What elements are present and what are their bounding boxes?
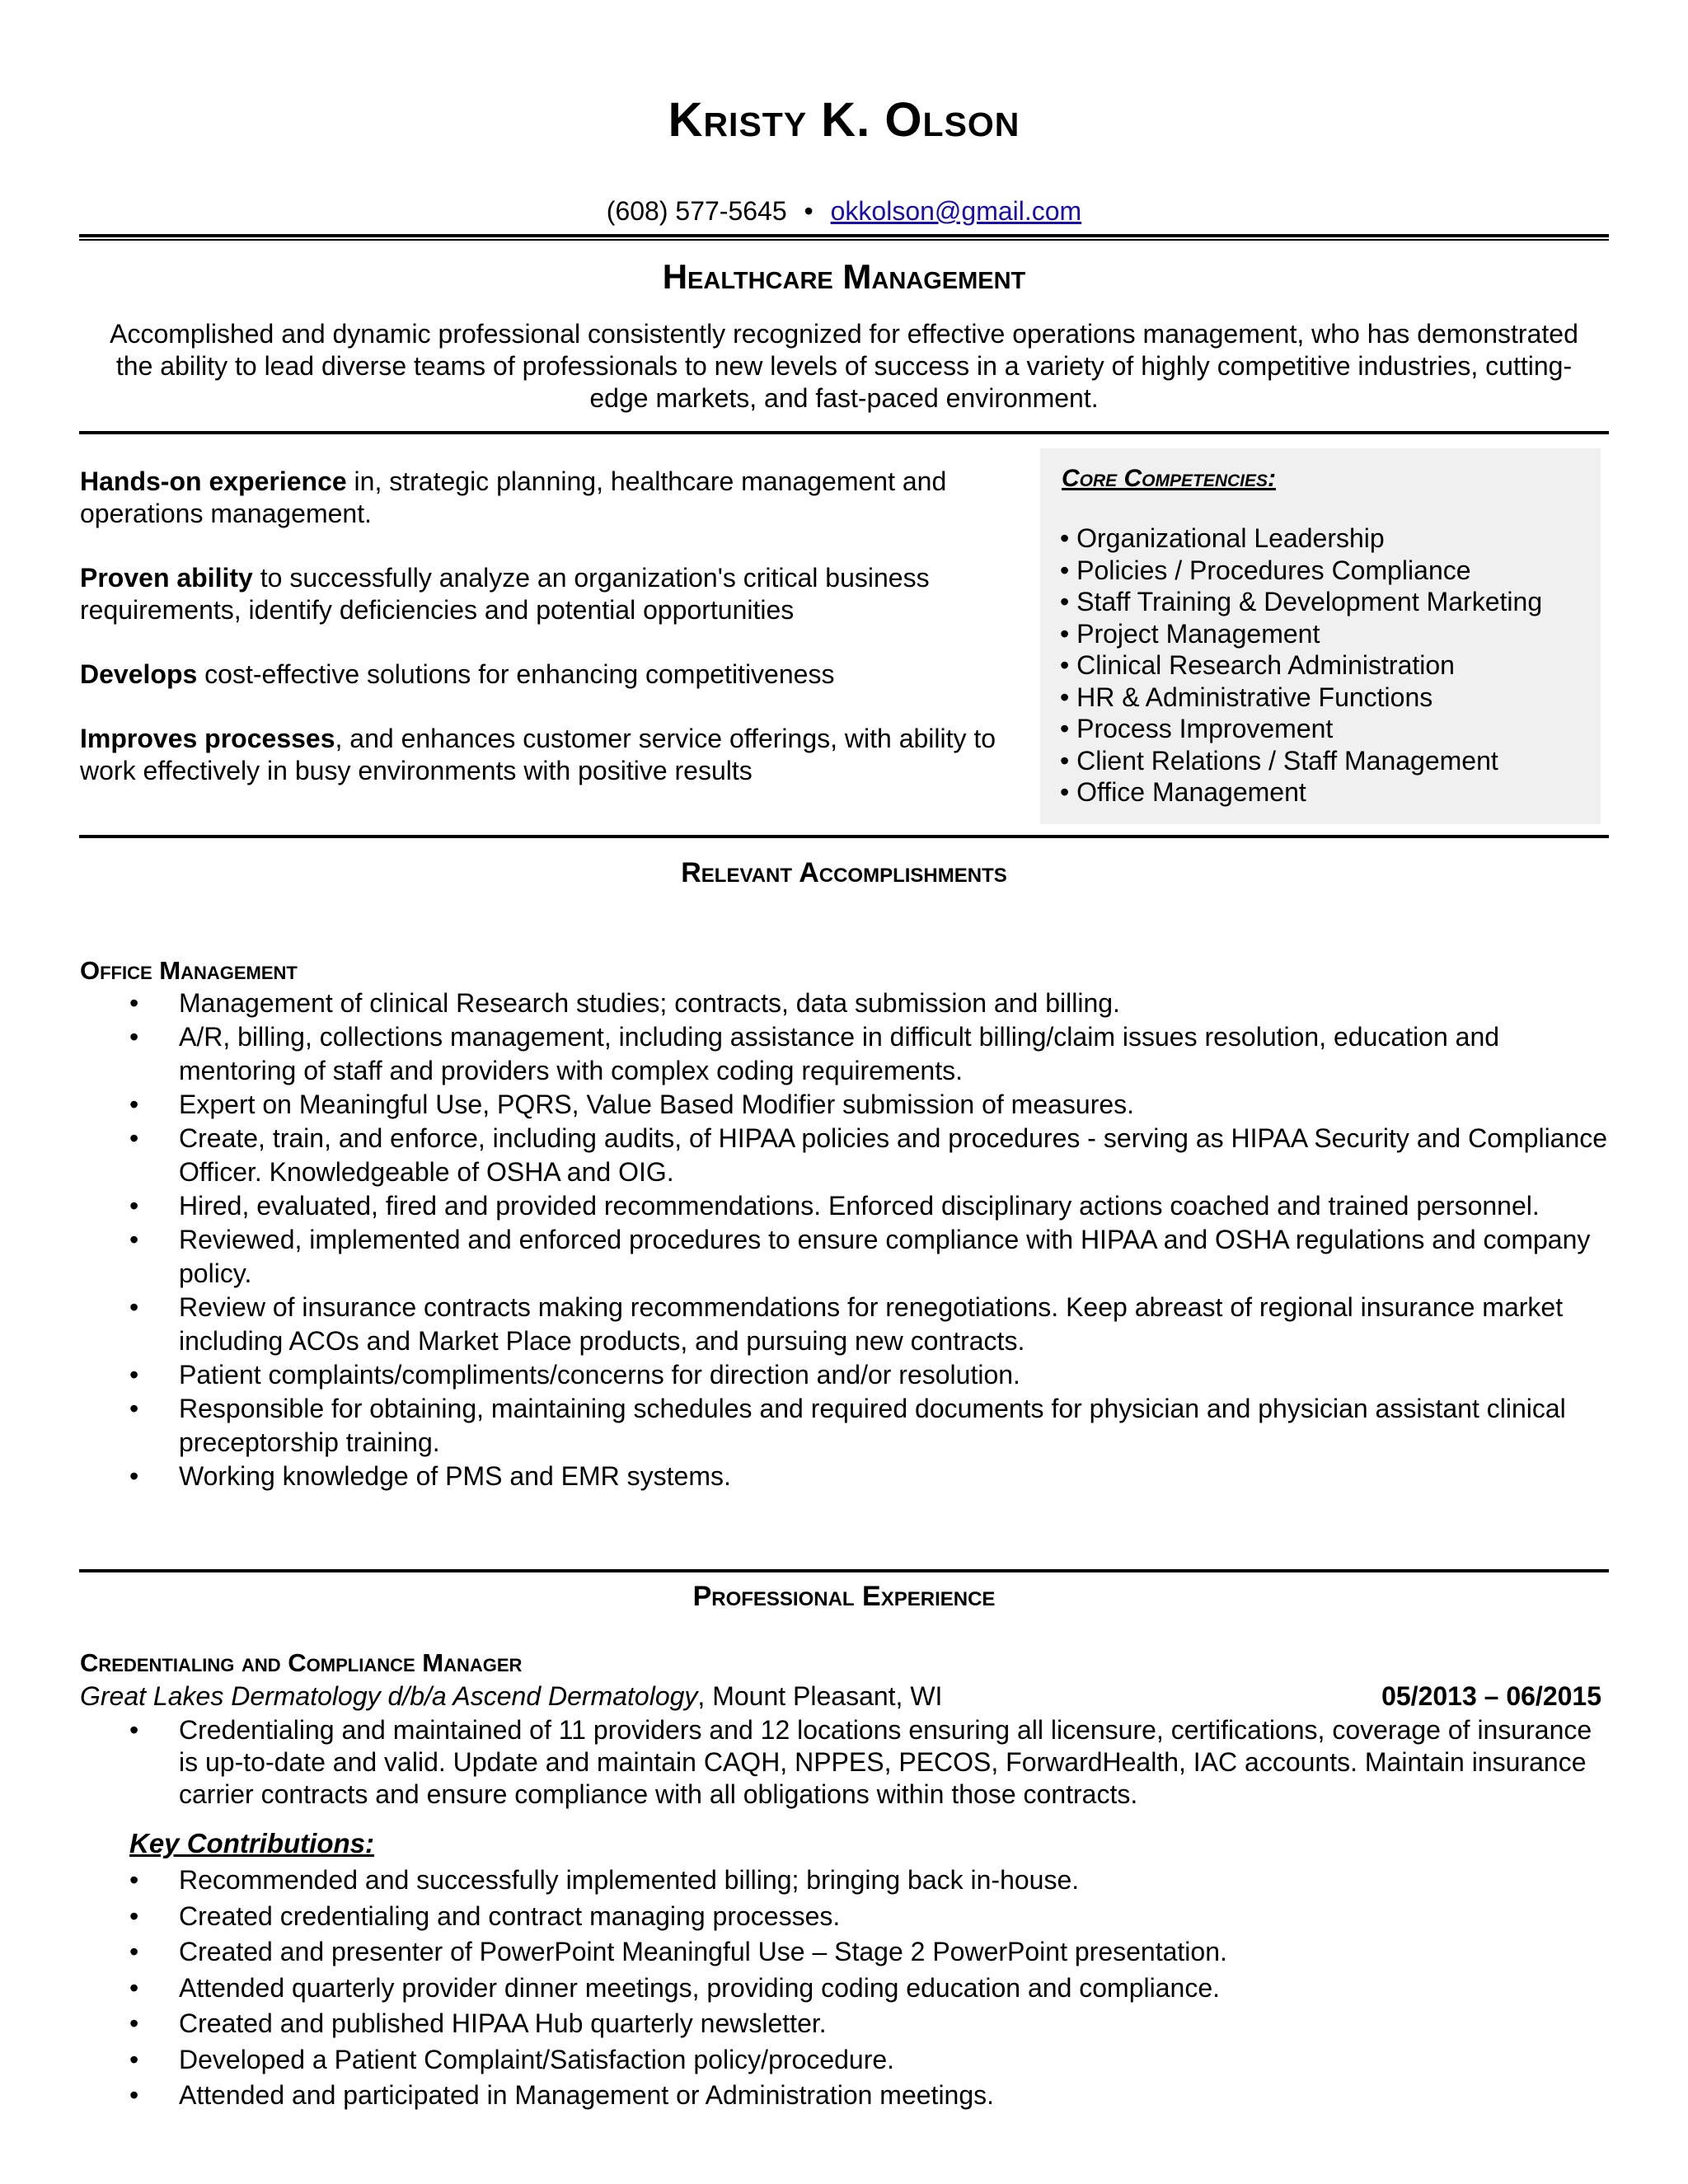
highlight-item: Develops cost-effective solutions for enhancing competitiveness [80,659,835,689]
highlight-item: Improves processes, and enhances customer service offerings, with ability to work effectively in busy environments with positive results [80,724,996,785]
profile-summary: Accomplished and dynamic professional consistently recognized for effective operations management, who has demonstrated the ability to lead diverse teams of professionals to new levels of success in a variety of highly competitive industries, cutting-edge markets, and fast-paced environment. [110,319,1578,413]
competency-item: • Client Relations / Staff Management [1060,745,1542,777]
list-item: • Attended quarterly provider dinner meetings, providing coding education and compliance. [80,1971,1613,2007]
job-dates: 05/2013 – 06/2015 [1381,1681,1601,1711]
experience-heading: Professional Experience [692,1581,996,1612]
job-duties-list [80,1714,1613,1811]
list-item: • Patient complaints/compliments/concerns for direction and/or resolution. [80,1358,1613,1392]
office-management-subheading: Office Management [80,956,298,985]
accomplishments-heading: Relevant Accomplishments [681,857,1007,888]
competency-item: • HR & Administrative Functions [1060,682,1542,714]
list-item: • Hired, evaluated, fired and provided recommendations. Enforced disciplinary actions coached and trained personnel. [80,1189,1613,1223]
accomplishments-divider [79,1569,1609,1572]
core-competencies-box [1040,448,1601,824]
core-competencies-list [1060,523,1542,808]
core-competencies-title: Core Competencies: [1062,465,1277,492]
list-item: • Attended and participated in Management or Administration meetings. [80,2078,1613,2114]
profile-title: Healthcare Management [662,257,1026,296]
competency-item: • Staff Training & Development Marketing [1060,586,1542,618]
highlight-item: Proven ability to successfully analyze an organization's critical business requirements, identify deficiencies and potential opportunities [80,563,930,625]
company-name: Great Lakes Dermatology d/b/a Ascend Dermatology [80,1681,698,1711]
list-item: • Review of insurance contracts making recommendations for renegotiations. Keep abreast of regional insurance market including ACOs and Market Place products, and pursuing new contracts. [80,1291,1613,1358]
highlights [80,466,1020,819]
list-item: • Working knowledge of PMS and EMR systems. [80,1460,1613,1493]
list-item: • Reviewed, implemented and enforced procedures to ensure compliance with HIPAA and OSHA regulations and company policy. [80,1223,1613,1291]
list-item: • Credentialing and maintained of 11 providers and 12 locations ensuring all licensure, certifications, coverage of insurance is up-to-date and valid. Update and maintain CAQH, NPPES, PECOS, ForwardHealth, IAC accounts. Maintain insurance carrier contracts and ensure compliance with all obligations within those contracts. [80,1714,1613,1811]
candidate-name: Kristy K. Olson [668,93,1020,147]
job-location: , Mount Pleasant, WI [697,1681,943,1711]
competency-item: • Office Management [1060,776,1542,808]
competency-item: • Project Management [1060,618,1542,650]
contact-line [0,196,1688,227]
contact-separator: • [804,196,814,226]
phone-number: (608) 577-5645 [606,196,787,226]
list-item: • Create, train, and enforce, including audits, of HIPAA policies and procedures - serving as HIPAA Security and Compliance Officer. Knowledgeable of OSHA and OIG. [80,1122,1613,1189]
key-contributions-list [80,1863,1613,2114]
list-item: • Created and published HIPAA Hub quarterly newsletter. [80,2006,1613,2042]
list-item: • Developed a Patient Complaint/Satisfaction policy/procedure. [80,2042,1613,2079]
list-item: • Management of clinical Research studies; contracts, data submission and billing. [80,987,1613,1020]
accomplishments-list [80,987,1613,1493]
list-item: • A/R, billing, collections management, including assistance in difficult billing/claim issues resolution, education and mentoring of staff and providers with complex coding requirements. [80,1020,1613,1088]
job-title: Credentialing and Compliance Manager [80,1648,523,1677]
competency-item: • Clinical Research Administration [1060,649,1542,682]
list-item: • Created credentialing and contract managing processes. [80,1899,1613,1935]
competency-item: • Policies / Procedures Compliance [1060,555,1542,587]
key-contributions-title: Key Contributions: [129,1828,374,1858]
list-item: • Created and presenter of PowerPoint Meaningful Use – Stage 2 PowerPoint presentation. [80,1934,1613,1971]
header-divider [79,234,1609,241]
competencies-divider [79,835,1609,838]
list-item: • Responsible for obtaining, maintaining schedules and required documents for physician and physician assistant clinical preceptorship training. [80,1392,1613,1460]
highlight-item: Hands-on experience in, strategic planning, healthcare management and operations management. [80,466,947,528]
summary-divider [79,431,1609,434]
competency-item: • Process Improvement [1060,713,1542,745]
competency-item: • Organizational Leadership [1060,523,1542,555]
list-item: • Expert on Meaningful Use, PQRS, Value Based Modifier submission of measures. [80,1088,1613,1122]
list-item: • Recommended and successfully implemented billing; bringing back in-house. [80,1863,1613,1899]
email-link[interactable]: okkolson@gmail.com [830,196,1082,226]
job-company-line [80,1681,1601,1712]
